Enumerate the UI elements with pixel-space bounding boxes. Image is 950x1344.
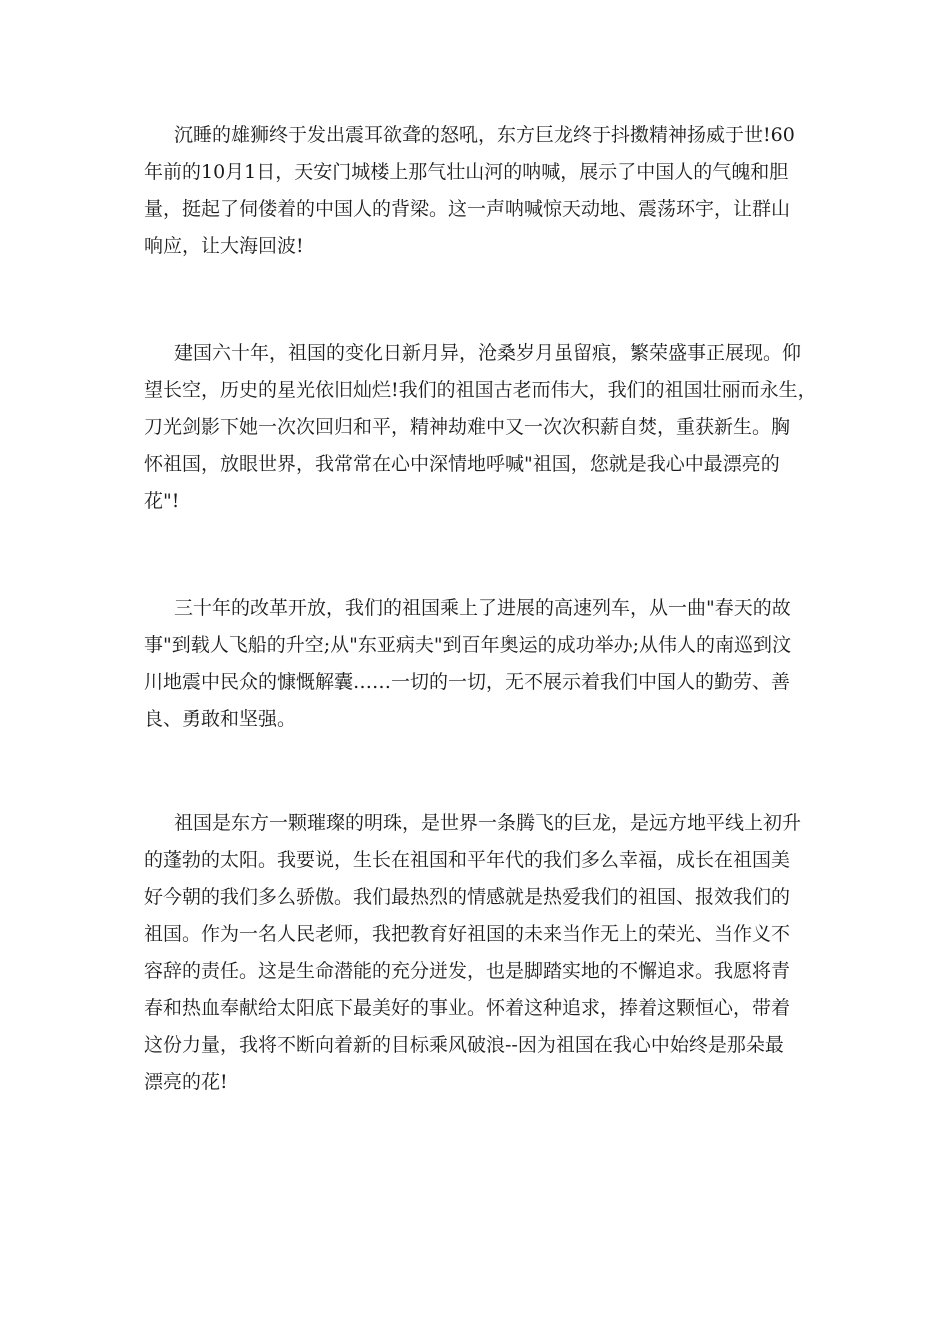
paragraph-4 (144, 805, 816, 1101)
text-line: 量，挺起了伺偻着的中国人的背梁。这一声呐喊惊天动地、震荡环宇，让群山 (144, 198, 791, 220)
paragraph-2 (144, 335, 816, 520)
text-line: 漂亮的花! (144, 1071, 228, 1093)
text-line: 好今朝的我们多么骄傲。我们最热烈的情感就是热爱我们的祖国、报效我们的 (144, 886, 791, 908)
text-line: 的蓬勃的太阳。我要说，生长在祖国和平年代的我们多么幸福，成长在祖国美 (144, 849, 791, 871)
text-line: 春和热血奉献给太阳底下最美好的事业。怀着这种追求，捧着这颗恒心，带着 (144, 997, 791, 1019)
text-line: 良、勇敢和坚强。 (144, 708, 297, 730)
text-line: 刀光剑影下她一次次回归和平，精神劫难中又一次次积薪自焚，重获新生。胸 (144, 416, 791, 438)
text-line: 响应，让大海回波! (144, 235, 304, 257)
text-line: 容辞的责任。这是生命潜能的充分迸发，也是脚踏实地的不懈追求。我愿将青 (144, 960, 791, 982)
text-line: 这份力量，我将不断向着新的目标乘风破浪--因为祖国在我心中始终是那朵最 (144, 1034, 784, 1056)
text-line: 三十年的改革开放，我们的祖国乘上了进展的高速列车，从一曲"春天的故 (174, 597, 791, 619)
text-line: 沉睡的雄狮终于发出震耳欲聋的怒吼，东方巨龙终于抖擞精神扬威于世!60 (174, 124, 795, 146)
text-line: 花"! (144, 490, 180, 512)
text-line: 望长空，历史的星光依旧灿烂!我们的祖国古老而伟大，我们的祖国壮丽而永生， (144, 379, 817, 401)
text-line: 年前的10月1日，天安门城楼上那气壮山河的呐喊，展示了中国人的气魄和胆 (144, 161, 789, 183)
text-line: 祖国。作为一名人民老师，我把教育好祖国的未来当作无上的荣光、当作义不 (144, 923, 791, 945)
text-line: 怀祖国，放眼世界，我常常在心中深情地呼喊"祖国，您就是我心中最漂亮的 (144, 453, 780, 475)
text-line: 事"到载人飞船的升空;从"东亚病夫"到百年奥运的成功举办;从伟人的南巡到汶 (144, 634, 792, 656)
text-line: 建国六十年，祖国的变化日新月异，沧桑岁月虽留痕，繁荣盛事正展现。仰 (174, 342, 802, 364)
paragraph-3 (144, 590, 816, 738)
text-line: 川地震中民众的慷慨解囊……一切的一切，无不展示着我们中国人的勤劳、善 (144, 671, 791, 693)
paragraph-1 (144, 117, 816, 265)
text-line: 祖国是东方一颗璀璨的明珠，是世界一条腾飞的巨龙，是远方地平线上初升 (174, 812, 802, 834)
